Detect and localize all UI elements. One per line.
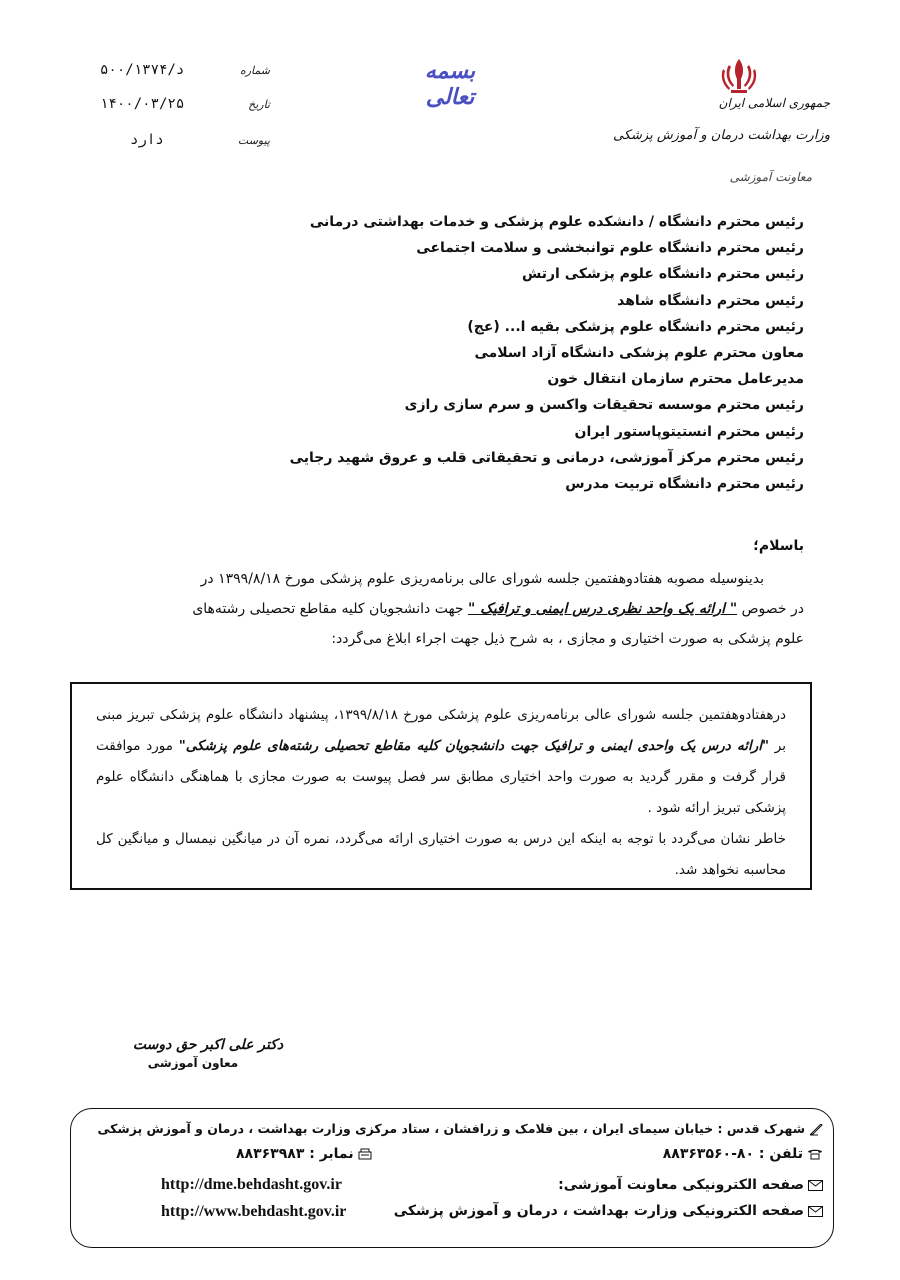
letter-number-label: شماره	[239, 64, 270, 77]
recipient-line: رئیس محترم مرکز آموزشی، درمانی و تحقیقاتی قلب و عروق شهید رجایی	[289, 449, 804, 466]
recipient-line: رئیس محترم دانشگاه علوم توانبخشی و سلامت اجتماعی	[416, 240, 804, 257]
recipients-list	[204, 209, 804, 497]
recipient-line: رئیس محترم دانشگاه / دانشکده علوم پزشکی و خدمات بهداشتی درمانی	[309, 214, 804, 230]
letter-number-value: د/۵۰۰/۱۳۷۴	[100, 62, 185, 78]
recipient-line: رئیس محترم دانشگاه علوم پزشکی ارتش	[521, 266, 804, 283]
org-deputy: معاونت آموزشی	[729, 170, 812, 184]
recipient-line: معاون محترم علوم پزشکی دانشگاه آزاد اسلامی	[474, 344, 804, 361]
org-ministry: وزارت بهداشت درمان و آموزش پزشکی	[612, 128, 830, 143]
pen-icon	[809, 1124, 823, 1136]
deputy-website-link[interactable]: http://dme.behdasht.gov.ir	[161, 1176, 342, 1193]
course-title-emphasis: " ارائه یک واحد نظری درس ایمنی و ترافیک "	[468, 601, 738, 617]
resolution-note: خاطر نشان می‌گردد با توجه به اینکه این درس به صورت اختیاری ارائه می‌گردد، نمره آن در میانگین نیمسال و میانگین کل محاسبه نخواهد شد.	[96, 831, 786, 878]
footer-address-text: شهرک قدس : خیابان سیمای ایران ، بین فلامک و زرافشان ، ستاد مرکزی وزارت بهداشت ، درمان و آموزش پزشکی	[97, 1121, 805, 1136]
letter-date	[100, 96, 270, 118]
footer-phone-text: تلفن : ۸۰-۸۸۳۶۳۵۶۰	[662, 1146, 803, 1162]
recipient-line: رئیس محترم دانشگاه علوم پزشکی بقیه ا... (عج)	[467, 318, 804, 335]
letter-attachment-value: دارد	[130, 132, 164, 148]
recipient-line: مدیرعامل محترم سازمان انتقال خون	[547, 371, 804, 388]
resolution-text-1: درهفتادوهفتمین جلسه شورای عالی برنامه‌ریزی علوم پزشکی مورخ ۱۳۹۹/۸/۱۸، پیشنهاد دانشگاه علوم پزشکی تبریز مبنی بر	[96, 707, 786, 754]
footer-website-deputy	[558, 1177, 823, 1193]
letter-number	[100, 62, 270, 84]
recipient-line: رئیس محترم انستیتوپاستور ایران	[574, 423, 804, 440]
footer-website-ministry	[394, 1203, 823, 1219]
org-country: جمهوری اسلامی ایران	[718, 96, 830, 110]
envelope-icon	[808, 1180, 823, 1191]
iran-emblem-icon	[717, 55, 761, 95]
basmala-heading: بسمه تعالی	[424, 58, 476, 110]
recipient-line: رئیس محترم موسسه تحقیقات واکسن و سرم سازی رازی	[404, 397, 804, 414]
body-line-2a: در خصوص	[741, 601, 804, 617]
letter-attachment	[130, 132, 270, 154]
letter-attachment-label: پیوست	[237, 134, 270, 147]
signatory-title: معاون آموزشی	[147, 1056, 239, 1070]
body-paragraph	[90, 564, 804, 654]
footer-box	[70, 1108, 834, 1248]
footer-website-deputy-label: صفحه الکترونیکی معاونت آموزشی:	[558, 1177, 804, 1193]
footer-phone	[663, 1146, 823, 1162]
resolution-box	[70, 682, 812, 890]
recipient-line: رئیس محترم دانشگاه تربیت مدرس	[565, 475, 804, 492]
letter-date-value: ۱۴۰۰/۰۳/۲۵	[100, 96, 185, 112]
resolution-text	[96, 700, 786, 886]
greeting: باسلام؛	[753, 538, 804, 554]
letter-date-label: تاریخ	[248, 98, 270, 111]
body-line-1: بدینوسیله مصوبه هفتادوهفتمین جلسه شورای عالی برنامه‌ریزی علوم پزشکی مورخ ۱۳۹۹/۸/۱۸ در	[200, 571, 764, 587]
resolution-course-emphasis: "ارائه درس یک واحدی ایمنی و ترافیک جهت دانشجویان کلیه مقاطع تحصیلی رشته‌های علوم پزشکی"	[178, 738, 770, 754]
fax-icon	[358, 1148, 372, 1160]
phone-icon	[807, 1148, 823, 1160]
ministry-website-link[interactable]: http://www.behdasht.gov.ir	[161, 1203, 347, 1220]
resolution-text-2: مورد موافقت قرار گرفت و مقرر گردید به صورت واحد اختیاری مطابق سر فصل پیوست به صورت مجازی با هماهنگی دانشگاه علوم پزشکی تبریز ارائه شود .	[96, 738, 786, 816]
body-line-3: علوم پزشکی به صورت اختیاری و مجازی ، به شرح ذیل جهت اجراء ابلاغ می‌گردد:	[331, 631, 804, 647]
envelope-icon	[808, 1206, 823, 1217]
footer-fax	[236, 1146, 372, 1162]
footer-fax-text: نمابر : ۸۸۳۶۳۹۸۳	[236, 1146, 354, 1162]
footer-website-ministry-label: صفحه الکترونیکی وزارت بهداشت ، درمان و آموزش پزشکی	[393, 1203, 804, 1219]
recipient-line: رئیس محترم دانشگاه شاهد	[617, 292, 804, 309]
signatory-name: دکتر علی اکبر حق دوست	[132, 1037, 284, 1053]
footer-address	[98, 1121, 824, 1136]
body-line-2b: جهت دانشجویان کلیه مقاطع تحصیلی رشته‌های	[192, 601, 464, 617]
